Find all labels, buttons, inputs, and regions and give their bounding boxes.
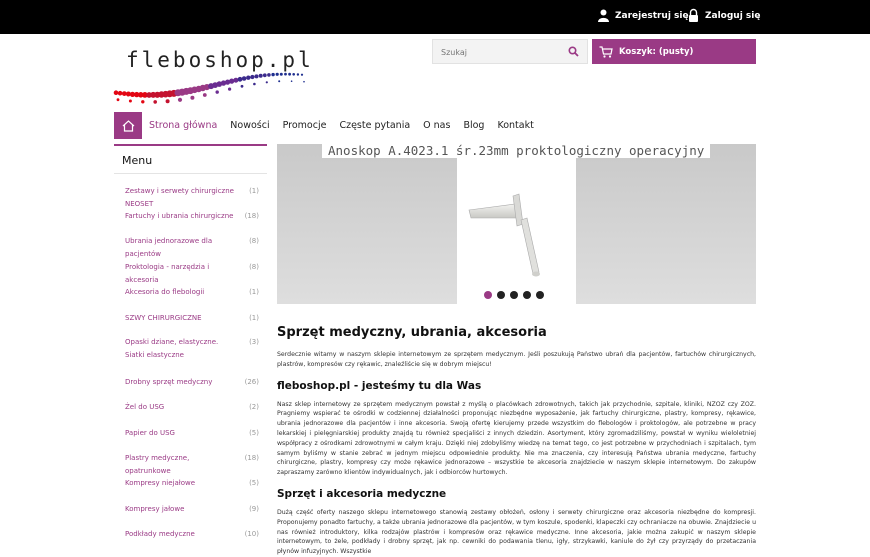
sidebar-item-gowns[interactable] bbox=[125, 210, 263, 223]
sidebar-item-label: SZWY CHIRURGICZNE bbox=[125, 314, 202, 322]
slider-dot[interactable] bbox=[497, 291, 505, 299]
sidebar-menu bbox=[114, 144, 267, 546]
sidebar-item-count: (9) bbox=[249, 505, 259, 513]
sidebar-item-label: Zestawy i serwety chirurgiczne NEOSET bbox=[125, 187, 234, 208]
search-icon[interactable] bbox=[568, 46, 579, 57]
sidebar-item-compresses-sterile[interactable] bbox=[125, 503, 263, 516]
sidebar-item-usg-paper[interactable] bbox=[125, 427, 263, 440]
cart-label: Koszyk: (pusty) bbox=[619, 46, 694, 57]
sidebar-item-small-equipment[interactable] bbox=[125, 376, 263, 389]
sidebar-item-count: (8) bbox=[249, 237, 259, 245]
search-input[interactable] bbox=[441, 45, 561, 59]
section-heading-about: fleboshop.pl - jesteśmy tu dla Was bbox=[277, 379, 482, 392]
slider-dot[interactable] bbox=[536, 291, 544, 299]
page-title: Sprzęt medyczny, ubrania, akcesoria bbox=[277, 325, 547, 340]
lock-icon bbox=[688, 9, 699, 22]
sidebar-item-label: Drobny sprzęt medyczny bbox=[125, 378, 213, 386]
sidebar-item-label: Kompresy niejałowe bbox=[125, 479, 196, 487]
sidebar-item-count: (1) bbox=[249, 187, 259, 195]
top-bar bbox=[0, 0, 870, 34]
slider-dot[interactable] bbox=[510, 291, 518, 299]
sidebar-item-label: Plastry medyczne, opatrunkowe bbox=[125, 454, 190, 475]
nav-item-contact[interactable]: Kontakt bbox=[497, 120, 534, 131]
sidebar-item-patient-clothes[interactable] bbox=[125, 235, 263, 261]
intro-paragraph: Serdecznie witamy w naszym sklepie internetowym ze sprzętem medycznym. Jeśli poszukują Państwo ubrań dla pacjentów, fartuchów chirurgicznych, plastrów, kompresów czy rękawic, znaleźliście się w dobrym miejscu! bbox=[277, 351, 756, 368]
sidebar-item-label: Fartuchy i ubrania chirurgiczne bbox=[125, 212, 234, 220]
sidebar-item-label: Podkłady medyczne bbox=[125, 530, 195, 538]
sidebar-item-label: Papier do USG bbox=[125, 429, 175, 437]
nav-item-promotions[interactable]: Promocje bbox=[282, 120, 327, 131]
sidebar-item-sets[interactable] bbox=[125, 185, 263, 211]
slide-product-image[interactable] bbox=[457, 158, 576, 304]
main-nav bbox=[114, 112, 547, 139]
login-link[interactable] bbox=[688, 9, 760, 22]
login-label: Zaloguj się bbox=[705, 10, 761, 21]
sidebar-item-label: Ubrania jednorazowe dla pacjentów bbox=[125, 237, 213, 258]
sidebar-item-count: (26) bbox=[244, 378, 259, 386]
sidebar-item-sutures[interactable] bbox=[125, 312, 263, 325]
sidebar-item-count: (8) bbox=[249, 263, 259, 271]
sidebar-item-count: (1) bbox=[249, 288, 259, 296]
slider-dot[interactable] bbox=[484, 291, 492, 299]
user-icon bbox=[598, 9, 609, 22]
sidebar-title: Menu bbox=[114, 146, 267, 174]
sidebar-item-count: (18) bbox=[244, 454, 259, 462]
search-box bbox=[432, 39, 588, 64]
sidebar-item-label: Kompresy jałowe bbox=[125, 505, 185, 513]
nav-item-about[interactable]: O nas bbox=[423, 120, 451, 131]
cart-icon bbox=[599, 46, 613, 58]
register-label: Zarejestruj się bbox=[615, 10, 689, 21]
slider-dots bbox=[484, 291, 544, 299]
register-link[interactable] bbox=[598, 9, 689, 22]
equipment-paragraph: Dużą część oferty naszego sklepu internetowego stanowią zestawy obłożeń, osłony i serwety chirurgiczne oraz akcesoria niezbędne do kompresji. Proponujemy ponadto fartuchy, a także ubrania jednorazowe dla pacjentów, w tym koszule, spodenki, klapeczki czy ochraniacze na obuwie. Znajdziecie u nas również introduktory, kilka rodzajów plastrów i kompresów oraz rękawice medyczne. Inne akcesoria, jakie można zakupić w naszym sklepie internetowym, to żele, podkłady i drobny sprzęt, jak np. cewniki do podawania tlenu, igły, strzykawki, kaniule do żył czy przyrządy do przetaczania płynów infuzyjnych. Wszystkie bbox=[277, 508, 756, 556]
sidebar-item-compresses-nonsterile[interactable] bbox=[125, 477, 263, 490]
product-slider[interactable] bbox=[277, 144, 756, 304]
sidebar-item-label: Żel do USG bbox=[125, 403, 165, 411]
cart-button[interactable] bbox=[592, 39, 756, 64]
main-content bbox=[277, 325, 756, 557]
slider-dot[interactable] bbox=[523, 291, 531, 299]
anoscope-image bbox=[457, 158, 576, 304]
nav-item-home[interactable]: Strona główna bbox=[149, 120, 218, 131]
sidebar-item-label: Proktologia - narzędzia i akcesoria bbox=[125, 263, 210, 284]
sidebar-item-count: (1) bbox=[249, 314, 259, 322]
sidebar-item-bandages[interactable] bbox=[125, 336, 263, 362]
site-logo[interactable] bbox=[112, 46, 314, 108]
sidebar-item-count: (5) bbox=[249, 429, 259, 437]
sidebar-item-count: (2) bbox=[249, 403, 259, 411]
sidebar-item-count: (5) bbox=[249, 479, 259, 487]
home-icon bbox=[122, 120, 135, 132]
sidebar-item-label: Akcesoria do flebologii bbox=[125, 288, 205, 296]
sidebar-item-usg-gel[interactable] bbox=[125, 401, 263, 414]
sidebar-item-count: (3) bbox=[249, 338, 259, 346]
sidebar-item-count: (10) bbox=[244, 530, 259, 538]
nav-item-blog[interactable]: Blog bbox=[463, 120, 485, 131]
section-heading-equipment: Sprzęt i akcesoria medyczne bbox=[277, 487, 447, 500]
sidebar-item-count: (18) bbox=[244, 212, 259, 220]
sidebar-item-underpads[interactable] bbox=[125, 528, 263, 541]
nav-item-new[interactable]: Nowości bbox=[230, 120, 270, 131]
slide-title: Anoskop A.4023.1 śr.23mm proktologiczny operacyjny bbox=[322, 144, 710, 158]
logo-dots-graphic bbox=[112, 46, 307, 108]
sidebar-item-phlebology[interactable] bbox=[125, 286, 263, 299]
nav-item-faq[interactable]: Częste pytania bbox=[339, 120, 411, 131]
sidebar-item-proctology[interactable] bbox=[125, 261, 263, 287]
logo-text: fleboshop.pl bbox=[126, 48, 314, 72]
sidebar-item-plasters[interactable] bbox=[125, 452, 263, 478]
sidebar-item-label: Opaski dziane, elastyczne. Siatki elastyczne bbox=[125, 338, 219, 359]
about-paragraph: Nasz sklep internetowy ze sprzętem medycznym powstał z myślą o placówkach zdrowotnych, takich jak przychodnie, szpitale, kliniki, NZOZ czy ZOZ. Pragniemy wspierać te ośrodki w codziennej działalności proponując niezbędne wyposażenie, jak fartuchy chirurgiczne, plastry, kompresy, rękawice, ubrania jednorazowe dla pacjentów i inne akcesoria. Swoją ofertę kierujemy przede wszystkim do flebologów i proktologów, ale potrzebne w pracy lekarskiej i pielęgniarskiej produkty znajdą tu również specjaliści z innych dziedzin. Asortyment, który zgromadziliśmy, powstał w wyniku wieloletniej współpracy z ośrodkami zdrowotnymi w całym kraju. Dzięki niej zdobyliśmy wiedzę na temat tego, co jest potrzebne w przychodniach i szpitalach, tym samym byliśmy w stanie zebrać w jednym miejscu odpowiednie produkty. Nie ma znaczenia, czy interesują Państwa ubrania medyczne, fartuchy chirurgiczne, plastry, kompresy czy może rękawice jednorazowe – wszystkie te akcesoria znajdziecie w naszym sklepie internetowym. Do zakupów zapraszamy zarówno klientów indywidualnych, jak i odbiorców hurtowych. bbox=[277, 400, 756, 477]
home-button[interactable] bbox=[114, 112, 142, 139]
